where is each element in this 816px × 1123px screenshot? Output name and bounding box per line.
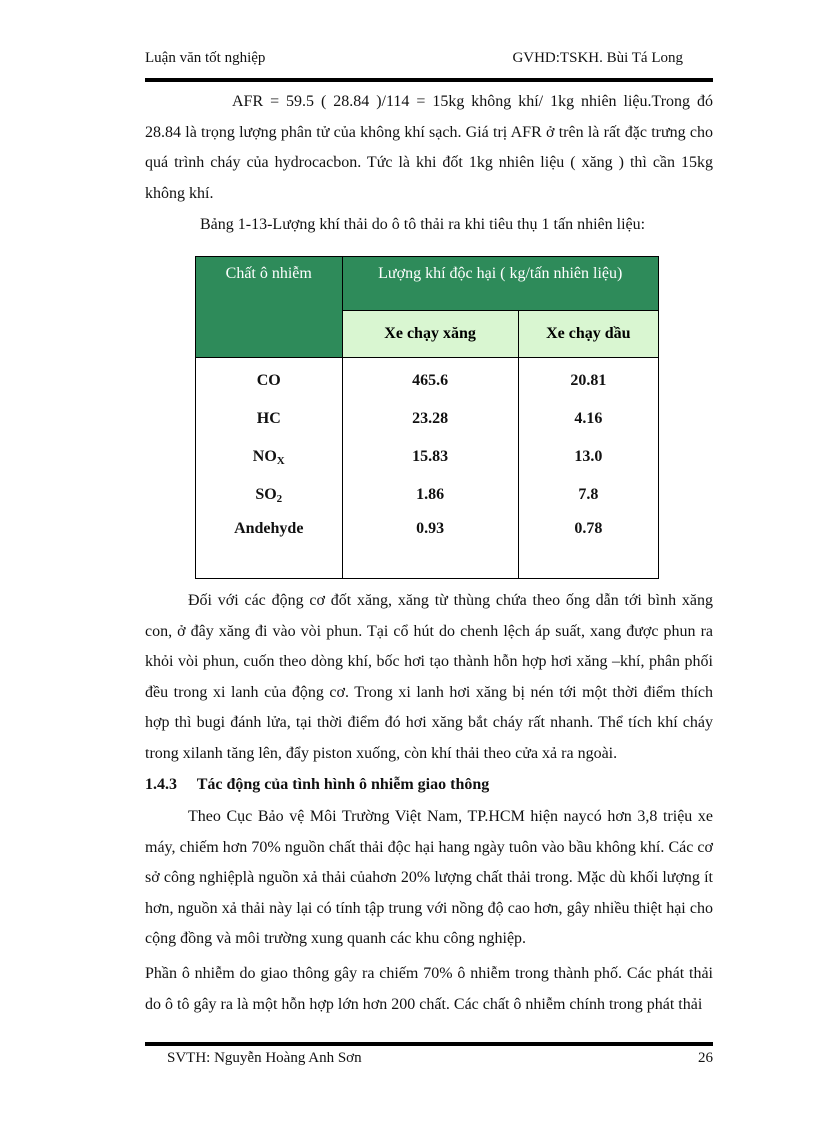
paragraph-petrol-engine: Đối với các động cơ đốt xăng, xăng từ thùng chứa theo ống dẫn tới bình xăng con, ở đây xăng đi vào vòi phun. Tại cổ hút do chenh lệch áp suất, xang được phun ra khỏi vòi phun, cuốn theo dòng khí, bốc hơi tạo thành hỗn hợp hơi xăng –khí, phân phối đều trong xi lanh của động cơ. Trong xi lanh hơi xăng bị nén tới một thời điểm thích hợp thì bugi đánh lửa, tại thời điểm đó hơi xăng bắt cháy rất nhanh. Thể tích khí cháy trong xilanh tăng lên, đẩy piston xuống, còn khí thải theo cửa xả ra ngoài. [145,592,713,762]
footer-rule [145,1042,713,1046]
emissions-table [195,256,659,579]
header-pollutant: Chất ô nhiễm [196,257,343,358]
paragraph-traffic-share: Phần ô nhiễm do giao thông gây ra chiếm 70% ô nhiễm trong thành phố. Các phát thải do ô tô gây ra là một hỗn hợp lớn hơn 200 chất. Các chất ô nhiễm chính trong phát thải [145,965,713,1013]
table-caption: Bảng 1-13-Lượng khí thải do ô tô thải ra khi tiêu thụ 1 tấn nhiên liệu: [200,216,646,233]
header-diesel: Xe chạy dầu [518,311,658,358]
header-supervisor: GVHD:TSKH. Bùi Tá Long [512,50,683,66]
pollutant-name: $NO_X$ [196,438,343,476]
diesel-value: 13.0 [518,438,658,476]
diesel-value: 7.8 [518,476,658,514]
section-heading [145,776,489,794]
table-row [196,476,659,514]
petrol-value: 15.83 [342,438,518,476]
petrol-value: 1.86 [342,476,518,514]
section-title: Tác động của tình hình ô nhiễm giao thông [196,776,490,793]
page-footer [145,1050,713,1072]
pollutant-name: $SO_2$ [196,476,343,514]
paragraph-hcmc-pollution: Theo Cục Bảo vệ Môi Trường Việt Nam, TP.HCM hiện naycó hơn 3,8 triệu xe máy, chiếm hơn 70% nguồn chất thải độc hại hang ngày tuôn vào bầu không khí. Các cơ sở công nghiệplà nguồn xả thải củahơn 20% lượng chất thải trong. Mặc dù khối lượng ít hơn, nguồn xả thải này lại có tính tập trung với nồng độ cao hơn, gây nhiều thiệt hại cho cộng đồng và môi trường xung quanh các khu công nghiệp. [145,808,713,947]
table-row [196,438,659,476]
header-rule [145,78,713,82]
header-petrol: Xe chạy xăng [342,311,518,358]
pollutant-name: Andehyde [196,514,343,579]
diesel-value: 0.78 [518,514,658,579]
paragraph-afr: AFR = 59.5 ( 28.84 )/114 = 15kg không khí/ 1kg nhiên liệu.Trong đó 28.84 là trọng lượng phân tử của không khí sạch. Giá trị AFR ở trên là rất đặc trưng cho quá trình cháy của hydrocacbon. Tức là khi đốt 1kg nhiên liệu ( xăng ) thì cần 15kg không khí. [145,93,713,202]
header-amount: Lượng khí độc hại ( kg/tấn nhiên liệu) [342,257,658,311]
petrol-value: 0.93 [342,514,518,579]
page-header [145,50,713,72]
petrol-value: 465.6 [342,358,518,401]
table-row [196,514,659,579]
section-number: 1.4.3 [145,776,177,793]
pollutant-name: CO [196,358,343,401]
table-row [196,358,659,401]
petrol-value: 23.28 [342,400,518,438]
table-row [196,400,659,438]
page-number: 26 [698,1050,713,1066]
header-thesis-label: Luận văn tốt nghiệp [145,50,266,66]
pollutant-name: HC [196,400,343,438]
footer-student: SVTH: Nguyễn Hoàng Anh Sơn [167,1050,362,1066]
diesel-value: 4.16 [518,400,658,438]
diesel-value: 20.81 [518,358,658,401]
table-header-row [196,257,659,311]
